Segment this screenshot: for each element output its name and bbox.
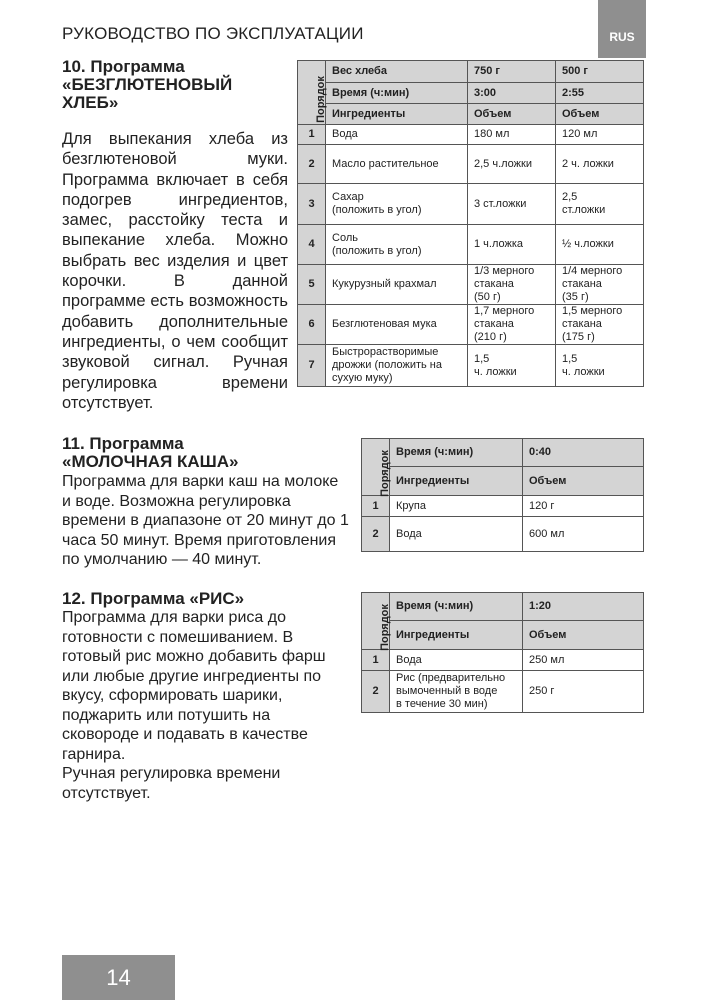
section-11-table: [361, 438, 644, 552]
section-11-heading-line1: 11. Программа: [62, 434, 184, 453]
row-number: 6: [298, 305, 326, 345]
volume-label-750: Объем: [468, 104, 556, 125]
amount-750: 1,5 ч. ложки: [468, 345, 556, 387]
row-number: 2: [362, 671, 390, 713]
order-label: Порядок: [378, 450, 391, 497]
section-12-description: [62, 608, 350, 803]
time-label: Время (ч:мин): [390, 439, 523, 467]
row-number: 5: [298, 265, 326, 305]
amount-500: 1,5 мерного стакана (175 г): [556, 305, 644, 345]
row-number: 7: [298, 345, 326, 387]
order-label: Порядок: [314, 75, 327, 123]
table-row: [298, 225, 644, 265]
ingredient-name: Вода: [390, 517, 523, 552]
table-row: [298, 125, 644, 145]
section-10-heading-line3: ХЛЕБ»: [62, 93, 119, 112]
amount-500: 120 мл: [556, 125, 644, 145]
amount-750: 1,7 мерного стакана (210 г): [468, 305, 556, 345]
section-11-heading-line2: «МОЛОЧНАЯ КАША»: [62, 452, 239, 471]
table-row: [298, 184, 644, 225]
section-12-heading: 12. Программа «РИС»: [62, 589, 245, 608]
amount-500: ½ ч.ложки: [556, 225, 644, 265]
amount-750: 2,5 ч.ложки: [468, 145, 556, 184]
time-label: Время (ч:мин): [326, 83, 468, 104]
ingredient-name: Вода: [390, 650, 523, 671]
amount-500: 2,5 ст.ложки: [556, 184, 644, 225]
amount: 120 г: [523, 496, 644, 517]
volume-label-500: Объем: [556, 104, 644, 125]
weight-label: Вес хлеба: [326, 61, 468, 83]
ingredient-name: Быстрорастворимые дрожжи (положить на сухую муку): [326, 345, 468, 387]
time-750: 3:00: [468, 83, 556, 104]
weight-500: 500 г: [556, 61, 644, 83]
order-column-header: [298, 61, 326, 125]
order-column-header: [362, 439, 390, 496]
ingredients-label: Ингредиенты: [326, 104, 468, 125]
weight-750: 750 г: [468, 61, 556, 83]
row-number: 1: [362, 650, 390, 671]
row-number: 4: [298, 225, 326, 265]
row-number: 3: [298, 184, 326, 225]
table-row: [362, 650, 644, 671]
volume-label: Объем: [523, 621, 644, 650]
amount-750: 1 ч.ложка: [468, 225, 556, 265]
ingredients-label: Ингредиенты: [390, 621, 523, 650]
section-10-heading-line1: 10. Программа: [62, 57, 185, 76]
time-value: 1:20: [523, 593, 644, 621]
ingredient-name: Кукурузный крахмал: [326, 265, 468, 305]
time-label: Время (ч:мин): [390, 593, 523, 621]
section-11-heading: [62, 435, 342, 471]
amount-500: 1,5 ч. ложки: [556, 345, 644, 387]
amount-500: 2 ч. ложки: [556, 145, 644, 184]
table-row: [362, 517, 644, 552]
section-11-description: Программа для варки каш на молоке и воде. Возможна регулировка времени в диапазоне от 20 минут до 1 часа 50 минут. Время приготовления по умолчанию — 40 минут.: [62, 473, 349, 568]
ingredient-name: Сахар (положить в угол): [326, 184, 468, 225]
section-10-description: Для выпекания хлеба из безглютеновой муки. Программа включает в себя подогрев ингредиентов, замес, расстойку теста и выпекание хлеба. Можно выбрать вес изделия и цвет корочки. В данной программе есть возможность добавить дополнительные ингредиенты, о чем сообщит звуковой сигнал. Ручная регулировка времени отсутствует.: [62, 130, 288, 412]
section-12-paragraph-1: Программа для варки риса до готовности с помешиванием. В готовый рис можно добавить фарш или любые другие ингредиенты по вкусу, сформировать шарики, поджарить или потушить на сковороде и подавать в качестве гарнира.: [62, 609, 326, 763]
row-number: 2: [298, 145, 326, 184]
ingredient-name: Соль (положить в угол): [326, 225, 468, 265]
ingredients-label: Ингредиенты: [390, 467, 523, 496]
amount-750: 180 мл: [468, 125, 556, 145]
ingredient-name: Масло растительное: [326, 145, 468, 184]
ingredient-name: Крупа: [390, 496, 523, 517]
time-value: 0:40: [523, 439, 644, 467]
table-row: [298, 145, 644, 184]
table-row: [298, 305, 644, 345]
table-row: [362, 496, 644, 517]
amount: 250 г: [523, 671, 644, 713]
row-number: 1: [362, 496, 390, 517]
order-column-header: [362, 593, 390, 650]
ingredient-name: Безглютеновая мука: [326, 305, 468, 345]
ingredient-name: Вода: [326, 125, 468, 145]
section-10-heading-line2: «БЕЗГЛЮТЕНОВЫЙ: [62, 75, 233, 94]
section-12-table: [361, 592, 644, 713]
amount-500: 1/4 мерного стакана (35 г): [556, 265, 644, 305]
section-10-table: [297, 60, 644, 387]
section-10-heading: [62, 58, 292, 112]
ingredient-name: Рис (предварительно вымоченный в воде в течение 30 мин): [390, 671, 523, 713]
amount-750: 1/3 мерного стакана (50 г): [468, 265, 556, 305]
section-12-paragraph-2: Ручная регулировка времени отсутствует.: [62, 765, 281, 802]
amount-750: 3 ст.ложки: [468, 184, 556, 225]
language-tab: RUS: [598, 0, 646, 58]
row-number: 2: [362, 517, 390, 552]
table-row: [298, 265, 644, 305]
page-number: 14: [62, 955, 175, 1000]
volume-label: Объем: [523, 467, 644, 496]
order-label: Порядок: [378, 604, 391, 651]
page-header-title: РУКОВОДСТВО ПО ЭКСПЛУАТАЦИИ: [62, 24, 364, 43]
amount: 600 мл: [523, 517, 644, 552]
table-row: [362, 671, 644, 713]
time-500: 2:55: [556, 83, 644, 104]
table-row: [298, 345, 644, 387]
row-number: 1: [298, 125, 326, 145]
amount: 250 мл: [523, 650, 644, 671]
